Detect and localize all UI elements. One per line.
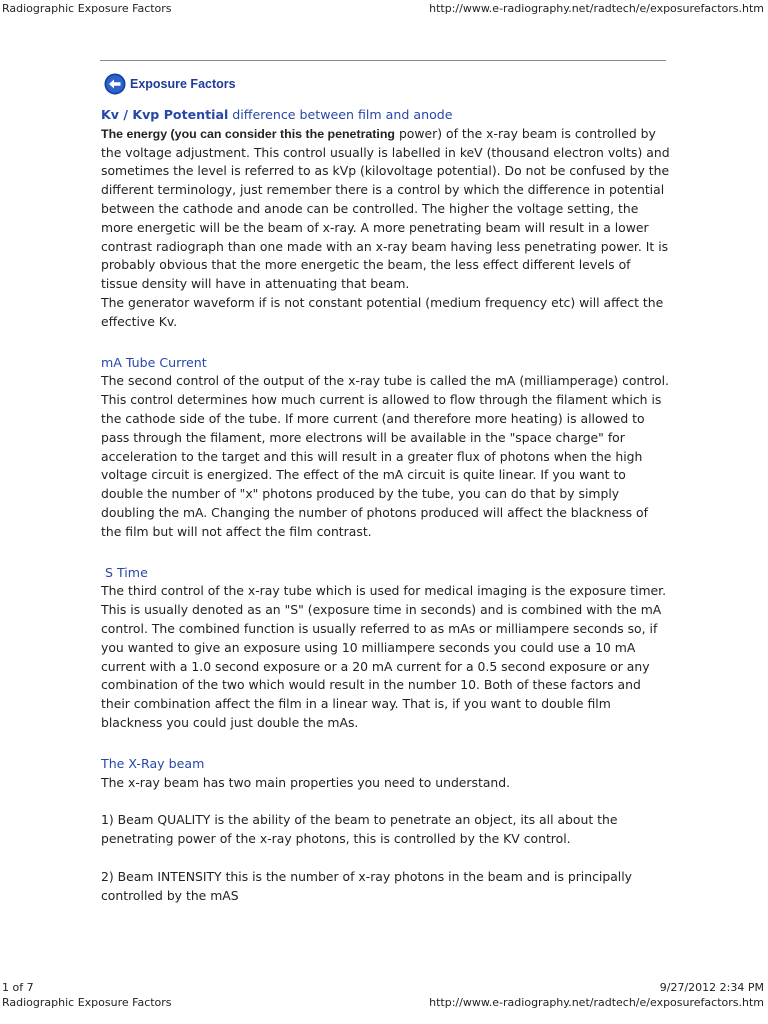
page-title: Exposure Factors: [130, 76, 236, 91]
kv-paragraph: [101, 125, 671, 294]
section-heading-beam: The X-Ray beam: [101, 755, 205, 771]
time-paragraph: The third control of the x-ray tube which is used for medical imaging is the exposure timer. This is usually denoted as an "S" (exposure time in seconds) and is combined with the mA control. The combined function is usually referred to as mAs or milliampere seconds so, if you wanted to give an exposure using 10 milliampere seconds you could use a 10 mA current with a 1.0 second exposure or a 20 mA current for a 0.5 second exposure or any combination of the two which would result in the number 10. Both of these factors and their combination affect the film in a linear way. That is, if you want to double film blackness you could just double the mAs.: [101, 583, 667, 730]
print-header-url: http://www.e-radiography.net/radtech/e/exposurefactors.htm: [429, 2, 764, 15]
ma-paragraph: The second control of the output of the x-ray tube is called the mA (milliamperage) control. This control determines how much current is allowed to flow through the filament which is the cathode side of the tube. If more current (and therefore more heating) is allowed to pass through the filament, more electrons will be available in the "space charge" for acceleration to the target and this will result in a greater flux of photons when the high voltage circuit is energized. The effect of the mA circuit is quite linear. If you want to double the number of "x" photons produced by the tube, you can do that by simply doubling the mA. Changing the number of photons produced will affect the blackness of the film but will not affect the film contrast.: [101, 373, 669, 539]
nav-bar: [101, 68, 671, 100]
beam-intro: The x-ray beam has two main properties you need to understand.: [101, 774, 511, 790]
beam-intensity-item: 2) Beam INTENSITY this is the number of x-ray photons in the beam and is principally controlled by the mAS: [101, 868, 633, 903]
kv-waveform-note: The generator waveform if is not constant potential (medium frequency etc) will affect the effective Kv.: [101, 294, 664, 329]
beam-quality-item: 1) Beam QUALITY is the ability of the beam to penetrate an object, its all about the penetrating power of the x-ray photons, this is controlled by the KV control.: [101, 812, 618, 847]
print-datetime: 9/27/2012 2:34 PM: [659, 981, 764, 994]
section-heading-time: S Time: [101, 564, 148, 580]
page-number: 1 of 7: [2, 981, 34, 994]
article-body: [101, 68, 671, 905]
left-arrow-circle-icon[interactable]: [104, 73, 126, 95]
section-heading-ma: mA Tube Current: [101, 354, 207, 370]
print-header-title: Radiographic Exposure Factors: [2, 2, 172, 15]
section-heading-kv: [101, 106, 671, 125]
kv-heading-rest: difference between film and anode: [228, 107, 453, 122]
kv-lead: The energy (you can consider this the penetrating: [101, 126, 395, 141]
top-divider: [100, 60, 666, 61]
kv-body: power) of the x-ray beam is controlled by the voltage adjustment. This control usually is labelled in keV (thousand electron volts) and sometimes the level is referred to as kVp (kilovoltage potential). Do not be confused by the different terminology, just remember there is a control by which the difference in potential between the cathode and anode can be controlled. The higher the voltage setting, the more energetic will be the beam of x-ray. A more penetrating beam will result in a lower contrast radiograph than one made with an x-ray beam having less penetrating power. It is probably obvious that the more energetic the beam, the less effect different levels of tissue density will have in attenuating that beam.: [101, 125, 670, 292]
print-footer-url: http://www.e-radiography.net/radtech/e/exposurefactors.htm: [429, 996, 764, 1009]
print-footer-title: Radiographic Exposure Factors: [2, 996, 172, 1009]
kv-heading-bold: Kv / Kvp Potential: [101, 107, 229, 122]
